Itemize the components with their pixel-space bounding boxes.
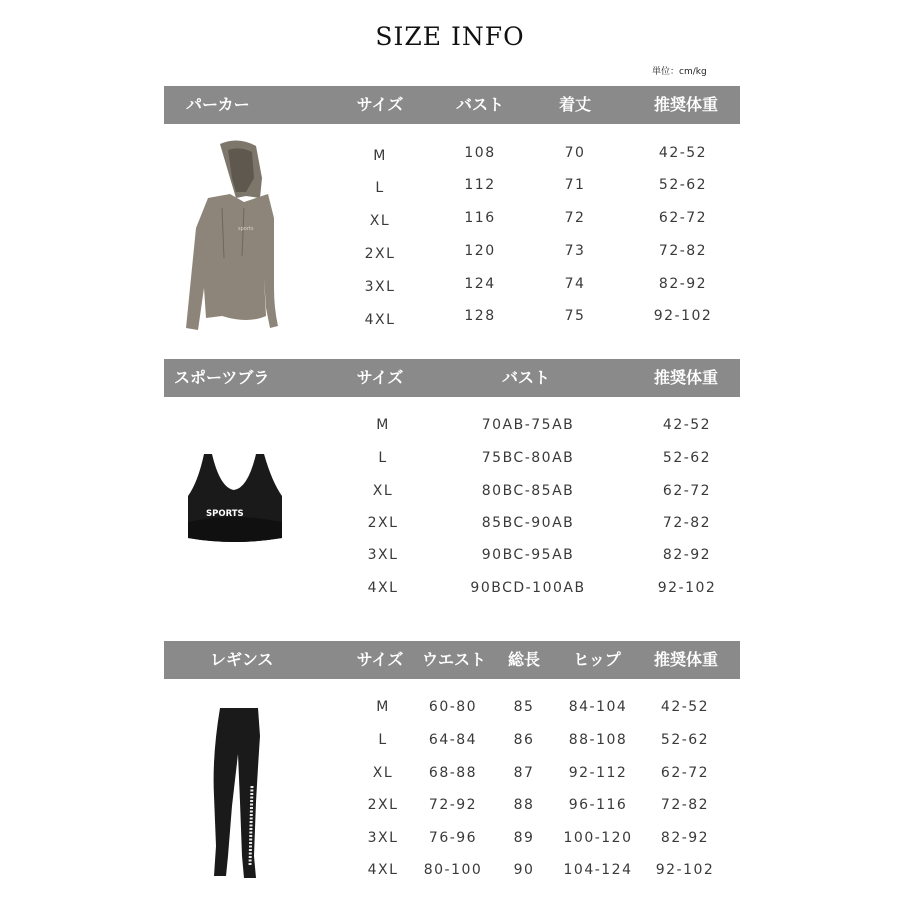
header-product: スポーツブラ — [174, 368, 270, 387]
weight-cell: 72-82 — [660, 797, 710, 813]
header-size: サイズ — [356, 650, 404, 669]
length-cell: 71 — [564, 177, 586, 193]
length-cell: 70 — [564, 145, 586, 161]
length-cell: 73 — [564, 243, 586, 259]
weight-cell: 82-92 — [658, 276, 708, 292]
weight-cell: 72-82 — [658, 243, 708, 259]
waist-cell: 68-88 — [428, 765, 478, 781]
size-cell: L — [378, 732, 388, 748]
length-cell: 85 — [513, 699, 535, 715]
sports-bra-table-header — [164, 359, 740, 397]
length-cell: 74 — [564, 276, 586, 292]
length-cell: 88 — [513, 797, 535, 813]
weight-cell: 92-102 — [655, 862, 715, 878]
weight-cell: 92-102 — [653, 308, 713, 324]
waist-cell: 72-92 — [428, 797, 478, 813]
size-cell: 4XL — [367, 862, 399, 878]
hoodie-illustration — [178, 138, 280, 338]
svg-text:sports: sports — [238, 226, 254, 232]
size-cell: 4XL — [364, 312, 396, 328]
header-bust: バスト — [455, 95, 504, 114]
size-cell: L — [375, 180, 385, 196]
weight-cell: 42-52 — [658, 145, 708, 161]
header-waist: ウエスト — [421, 650, 486, 669]
weight-cell: 62-72 — [658, 210, 708, 226]
sports-print: SPORTS — [206, 509, 244, 519]
size-cell: 3XL — [364, 279, 396, 295]
length-cell: 87 — [513, 765, 535, 781]
bust-cell: 75BC-80AB — [481, 450, 575, 466]
unit-label: 単位：cm/kg — [652, 67, 707, 77]
waist-cell: 76-96 — [428, 830, 478, 846]
bust-cell: 108 — [464, 145, 496, 161]
bust-cell: 124 — [464, 276, 496, 292]
size-cell: L — [378, 450, 388, 466]
size-cell: M — [376, 699, 390, 715]
hip-cell: 96-116 — [568, 797, 628, 813]
weight-cell: 92-102 — [657, 580, 717, 596]
weight-cell: 62-72 — [662, 483, 712, 499]
length-cell: 86 — [513, 732, 535, 748]
bust-cell: 128 — [464, 308, 496, 324]
size-cell: 3XL — [367, 830, 399, 846]
header-size: サイズ — [356, 368, 404, 387]
hip-cell: 92-112 — [568, 765, 628, 781]
header-weight: 推奨体重 — [653, 368, 718, 387]
header-weight: 推奨体重 — [653, 650, 718, 669]
size-cell: XL — [369, 213, 391, 229]
waist-cell: 64-84 — [428, 732, 478, 748]
leggings-illustration — [200, 706, 272, 882]
weight-cell: 62-72 — [660, 765, 710, 781]
bust-cell: 112 — [464, 177, 496, 193]
header-total-length: 総長 — [507, 650, 540, 669]
bust-cell: 120 — [464, 243, 496, 259]
size-cell: M — [373, 148, 387, 164]
weight-cell: 82-92 — [660, 830, 710, 846]
weight-cell: 52-62 — [658, 177, 708, 193]
bust-cell: 85BC-90AB — [481, 515, 575, 531]
bust-cell: 80BC-85AB — [481, 483, 575, 499]
size-cell: 2XL — [367, 797, 399, 813]
length-cell: 90 — [513, 862, 535, 878]
bust-cell: 70AB-75AB — [481, 417, 575, 433]
leggings-table-header — [164, 641, 740, 679]
header-product: パーカー — [186, 95, 250, 114]
size-cell: XL — [372, 483, 394, 499]
hip-cell: 104-124 — [563, 862, 633, 878]
header-bust: バスト — [501, 368, 550, 387]
weight-cell: 72-82 — [662, 515, 712, 531]
size-cell: 3XL — [367, 547, 399, 563]
hip-cell: 88-108 — [568, 732, 628, 748]
size-cell: 2XL — [364, 246, 396, 262]
header-weight: 推奨体重 — [653, 95, 718, 114]
header-length: 着丈 — [558, 95, 591, 114]
page-title: SIZE INFO — [375, 22, 525, 51]
bust-cell: 90BCD-100AB — [470, 580, 586, 596]
weight-cell: 52-62 — [660, 732, 710, 748]
size-cell: M — [376, 417, 390, 433]
sports-bra-illustration — [180, 452, 288, 544]
weight-cell: 82-92 — [662, 547, 712, 563]
header-size: サイズ — [356, 95, 404, 114]
header-hip: ヒップ — [573, 650, 621, 669]
bust-cell: 90BC-95AB — [481, 547, 575, 563]
size-cell: 4XL — [367, 580, 399, 596]
hip-cell: 84-104 — [568, 699, 628, 715]
hoodie-table-header — [164, 86, 740, 124]
length-cell: 89 — [513, 830, 535, 846]
bust-cell: 116 — [464, 210, 496, 226]
weight-cell: 42-52 — [660, 699, 710, 715]
weight-cell: 52-62 — [662, 450, 712, 466]
header-product: レギンス — [210, 650, 274, 669]
size-cell: 2XL — [367, 515, 399, 531]
hip-cell: 100-120 — [563, 830, 633, 846]
weight-cell: 42-52 — [662, 417, 712, 433]
waist-cell: 60-80 — [428, 699, 478, 715]
size-cell: XL — [372, 765, 394, 781]
length-cell: 75 — [564, 308, 586, 324]
waist-cell: 80-100 — [423, 862, 483, 878]
length-cell: 72 — [564, 210, 586, 226]
